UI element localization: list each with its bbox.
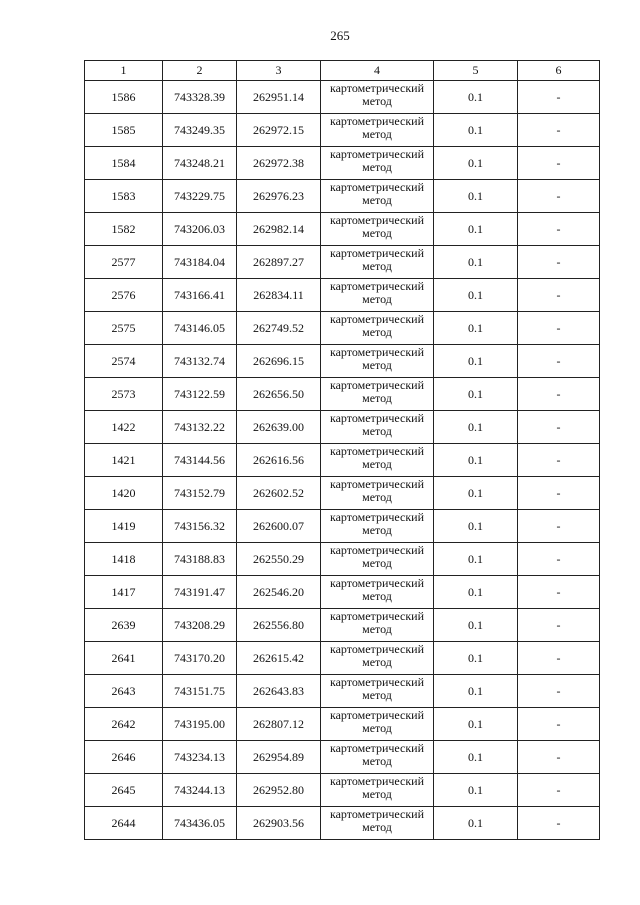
note-cell: -	[518, 180, 600, 213]
accuracy-cell: 0.1	[434, 543, 518, 576]
method-cell: картометрический метод	[321, 114, 434, 147]
accuracy-cell: 0.1	[434, 774, 518, 807]
x-coordinate-cell: 743144.56	[163, 444, 237, 477]
table-row	[85, 807, 600, 840]
y-coordinate-cell: 262972.15	[237, 114, 321, 147]
x-coordinate-cell: 743328.39	[163, 81, 237, 114]
x-coordinate-cell: 743146.05	[163, 312, 237, 345]
accuracy-cell: 0.1	[434, 378, 518, 411]
accuracy-cell: 0.1	[434, 246, 518, 279]
method-cell: картометрический метод	[321, 642, 434, 675]
note-cell: -	[518, 345, 600, 378]
x-coordinate-cell: 743170.20	[163, 642, 237, 675]
table-row	[85, 81, 600, 114]
method-cell: картометрический метод	[321, 477, 434, 510]
x-coordinate-cell: 743206.03	[163, 213, 237, 246]
table-row	[85, 246, 600, 279]
note-cell: -	[518, 543, 600, 576]
accuracy-cell: 0.1	[434, 609, 518, 642]
method-cell: картометрический метод	[321, 279, 434, 312]
y-coordinate-cell: 262656.50	[237, 378, 321, 411]
x-coordinate-cell: 743122.59	[163, 378, 237, 411]
method-cell: картометрический метод	[321, 180, 434, 213]
method-cell: картометрический метод	[321, 510, 434, 543]
y-coordinate-cell: 262952.80	[237, 774, 321, 807]
point-number-cell: 1421	[85, 444, 163, 477]
table-row	[85, 147, 600, 180]
x-coordinate-cell: 743166.41	[163, 279, 237, 312]
note-cell: -	[518, 675, 600, 708]
point-number-cell: 2646	[85, 741, 163, 774]
table-row	[85, 774, 600, 807]
accuracy-cell: 0.1	[434, 642, 518, 675]
coordinates-table	[84, 60, 600, 840]
y-coordinate-cell: 262749.52	[237, 312, 321, 345]
y-coordinate-cell: 262897.27	[237, 246, 321, 279]
y-coordinate-cell: 262951.14	[237, 81, 321, 114]
table-row	[85, 675, 600, 708]
method-cell: картометрический метод	[321, 213, 434, 246]
method-cell: картометрический метод	[321, 708, 434, 741]
table-row	[85, 609, 600, 642]
page-number: 265	[330, 28, 350, 43]
y-coordinate-cell: 262954.89	[237, 741, 321, 774]
method-cell: картометрический метод	[321, 345, 434, 378]
point-number-cell: 1586	[85, 81, 163, 114]
column-header: 6	[518, 61, 600, 81]
y-coordinate-cell: 262972.38	[237, 147, 321, 180]
y-coordinate-cell: 262602.52	[237, 477, 321, 510]
accuracy-cell: 0.1	[434, 576, 518, 609]
x-coordinate-cell: 743132.22	[163, 411, 237, 444]
table-row	[85, 642, 600, 675]
table-row	[85, 411, 600, 444]
column-header: 2	[163, 61, 237, 81]
x-coordinate-cell: 743234.13	[163, 741, 237, 774]
accuracy-cell: 0.1	[434, 180, 518, 213]
method-cell: картометрический метод	[321, 411, 434, 444]
point-number-cell: 2573	[85, 378, 163, 411]
accuracy-cell: 0.1	[434, 345, 518, 378]
accuracy-cell: 0.1	[434, 510, 518, 543]
method-cell: картометрический метод	[321, 807, 434, 840]
method-cell: картометрический метод	[321, 675, 434, 708]
method-cell: картометрический метод	[321, 774, 434, 807]
table-row	[85, 444, 600, 477]
point-number-cell: 1582	[85, 213, 163, 246]
x-coordinate-cell: 743152.79	[163, 477, 237, 510]
table-row	[85, 543, 600, 576]
accuracy-cell: 0.1	[434, 741, 518, 774]
table-row	[85, 279, 600, 312]
accuracy-cell: 0.1	[434, 807, 518, 840]
x-coordinate-cell: 743195.00	[163, 708, 237, 741]
y-coordinate-cell: 262616.56	[237, 444, 321, 477]
note-cell: -	[518, 642, 600, 675]
table-row	[85, 114, 600, 147]
accuracy-cell: 0.1	[434, 81, 518, 114]
note-cell: -	[518, 312, 600, 345]
method-cell: картометрический метод	[321, 609, 434, 642]
table-row	[85, 510, 600, 543]
x-coordinate-cell: 743248.21	[163, 147, 237, 180]
point-number-cell: 2575	[85, 312, 163, 345]
point-number-cell: 1422	[85, 411, 163, 444]
x-coordinate-cell: 743132.74	[163, 345, 237, 378]
y-coordinate-cell: 262696.15	[237, 345, 321, 378]
point-number-cell: 2642	[85, 708, 163, 741]
point-number-cell: 2644	[85, 807, 163, 840]
column-header: 4	[321, 61, 434, 81]
method-cell: картометрический метод	[321, 246, 434, 279]
note-cell: -	[518, 741, 600, 774]
point-number-cell: 1583	[85, 180, 163, 213]
note-cell: -	[518, 807, 600, 840]
method-cell: картометрический метод	[321, 81, 434, 114]
point-number-cell: 2577	[85, 246, 163, 279]
point-number-cell: 1585	[85, 114, 163, 147]
method-cell: картометрический метод	[321, 576, 434, 609]
table-row	[85, 477, 600, 510]
y-coordinate-cell: 262546.20	[237, 576, 321, 609]
point-number-cell: 2574	[85, 345, 163, 378]
note-cell: -	[518, 81, 600, 114]
note-cell: -	[518, 477, 600, 510]
accuracy-cell: 0.1	[434, 114, 518, 147]
note-cell: -	[518, 378, 600, 411]
note-cell: -	[518, 147, 600, 180]
method-cell: картометрический метод	[321, 378, 434, 411]
accuracy-cell: 0.1	[434, 213, 518, 246]
y-coordinate-cell: 262639.00	[237, 411, 321, 444]
method-cell: картометрический метод	[321, 312, 434, 345]
column-header: 5	[434, 61, 518, 81]
y-coordinate-cell: 262807.12	[237, 708, 321, 741]
y-coordinate-cell: 262600.07	[237, 510, 321, 543]
note-cell: -	[518, 411, 600, 444]
table-row	[85, 180, 600, 213]
point-number-cell: 2641	[85, 642, 163, 675]
accuracy-cell: 0.1	[434, 147, 518, 180]
note-cell: -	[518, 444, 600, 477]
x-coordinate-cell: 743156.32	[163, 510, 237, 543]
accuracy-cell: 0.1	[434, 708, 518, 741]
x-coordinate-cell: 743191.47	[163, 576, 237, 609]
x-coordinate-cell: 743208.29	[163, 609, 237, 642]
note-cell: -	[518, 576, 600, 609]
point-number-cell: 1417	[85, 576, 163, 609]
method-cell: картометрический метод	[321, 741, 434, 774]
note-cell: -	[518, 774, 600, 807]
x-coordinate-cell: 743188.83	[163, 543, 237, 576]
accuracy-cell: 0.1	[434, 477, 518, 510]
point-number-cell: 1419	[85, 510, 163, 543]
table-row	[85, 345, 600, 378]
note-cell: -	[518, 708, 600, 741]
x-coordinate-cell: 743184.04	[163, 246, 237, 279]
method-cell: картометрический метод	[321, 147, 434, 180]
point-number-cell: 2576	[85, 279, 163, 312]
method-cell: картометрический метод	[321, 543, 434, 576]
table-row	[85, 312, 600, 345]
note-cell: -	[518, 213, 600, 246]
y-coordinate-cell: 262615.42	[237, 642, 321, 675]
y-coordinate-cell: 262903.56	[237, 807, 321, 840]
point-number-cell: 2645	[85, 774, 163, 807]
point-number-cell: 2643	[85, 675, 163, 708]
y-coordinate-cell: 262643.83	[237, 675, 321, 708]
x-coordinate-cell: 743436.05	[163, 807, 237, 840]
accuracy-cell: 0.1	[434, 279, 518, 312]
accuracy-cell: 0.1	[434, 444, 518, 477]
point-number-cell: 1420	[85, 477, 163, 510]
x-coordinate-cell: 743151.75	[163, 675, 237, 708]
table-header-row	[85, 61, 600, 81]
y-coordinate-cell: 262834.11	[237, 279, 321, 312]
point-number-cell: 2639	[85, 609, 163, 642]
y-coordinate-cell: 262982.14	[237, 213, 321, 246]
table-row	[85, 378, 600, 411]
note-cell: -	[518, 279, 600, 312]
note-cell: -	[518, 114, 600, 147]
point-number-cell: 1418	[85, 543, 163, 576]
note-cell: -	[518, 510, 600, 543]
accuracy-cell: 0.1	[434, 312, 518, 345]
point-number-cell: 1584	[85, 147, 163, 180]
accuracy-cell: 0.1	[434, 411, 518, 444]
table-row	[85, 213, 600, 246]
note-cell: -	[518, 609, 600, 642]
column-header: 3	[237, 61, 321, 81]
y-coordinate-cell: 262550.29	[237, 543, 321, 576]
x-coordinate-cell: 743244.13	[163, 774, 237, 807]
x-coordinate-cell: 743249.35	[163, 114, 237, 147]
accuracy-cell: 0.1	[434, 675, 518, 708]
method-cell: картометрический метод	[321, 444, 434, 477]
table-row	[85, 741, 600, 774]
note-cell: -	[518, 246, 600, 279]
table-row	[85, 576, 600, 609]
column-header: 1	[85, 61, 163, 81]
x-coordinate-cell: 743229.75	[163, 180, 237, 213]
table-row	[85, 708, 600, 741]
y-coordinate-cell: 262556.80	[237, 609, 321, 642]
y-coordinate-cell: 262976.23	[237, 180, 321, 213]
